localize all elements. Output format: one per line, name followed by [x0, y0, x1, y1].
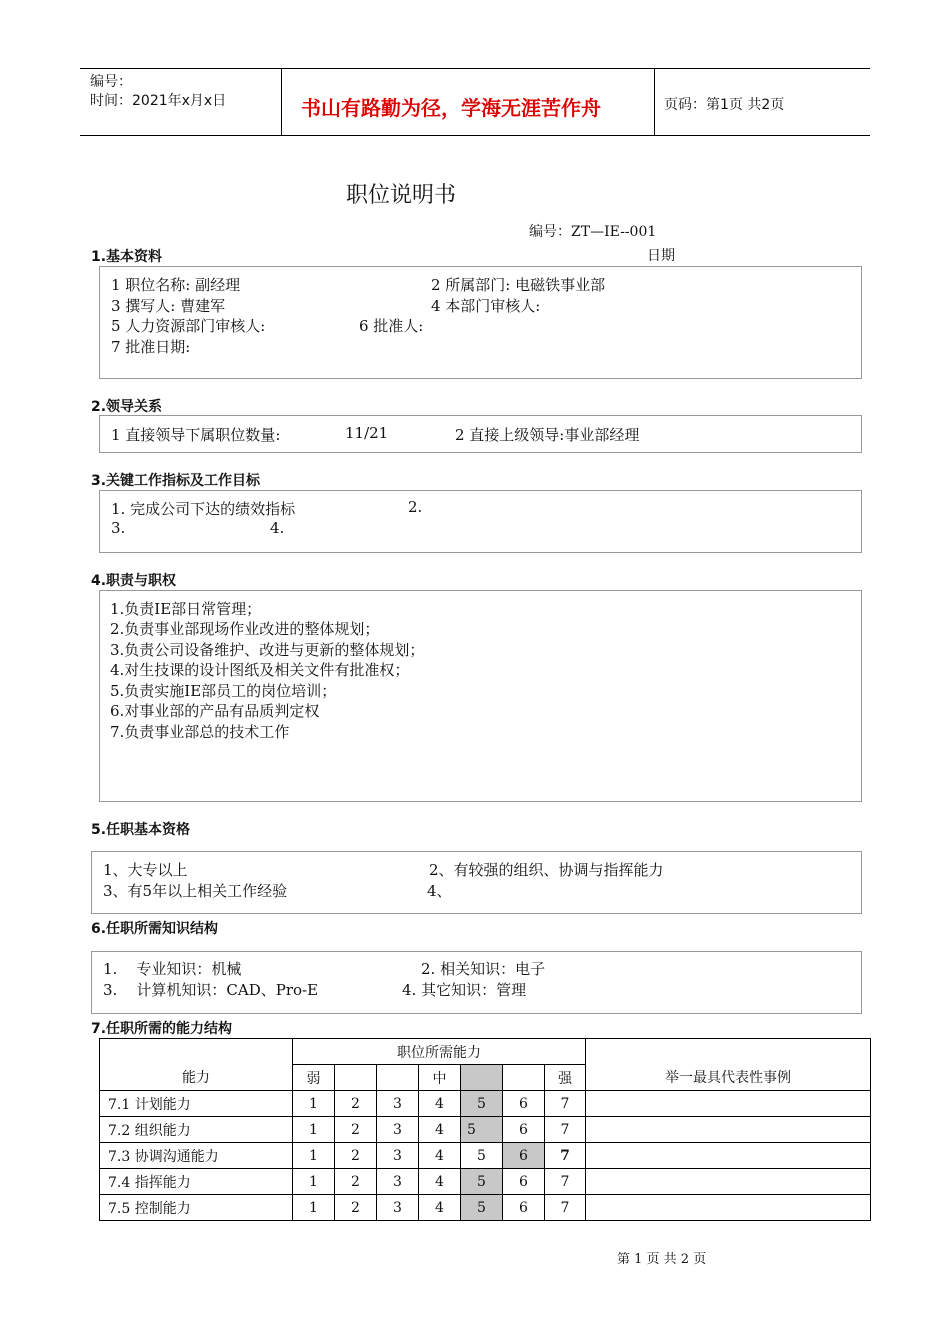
score-cell-selected: 6	[503, 1143, 545, 1169]
ability-table	[99, 1038, 871, 1221]
score-cell-selected: 5	[461, 1117, 503, 1143]
score-cell-selected: 5	[461, 1169, 503, 1195]
scale-mid: 中	[419, 1065, 461, 1091]
table-row	[100, 1117, 871, 1143]
scale-strong: 强	[545, 1065, 586, 1091]
score-cell: 6	[503, 1169, 545, 1195]
score-cell: 7	[545, 1143, 586, 1169]
score-cell: 4	[419, 1091, 461, 1117]
knowledge-other: 4. 其它知识：管理	[402, 981, 527, 999]
example-cell	[586, 1117, 871, 1143]
duty-item: 4.对生技课的设计图纸及相关文件有批准权；	[110, 661, 410, 679]
score-cell-selected: 5	[461, 1195, 503, 1221]
section-title-basic: 1.基本资料	[91, 249, 163, 265]
duty-item: 3.负责公司设备维护、改进与更新的整体规划；	[110, 641, 425, 659]
header-bottom-rule	[80, 135, 870, 136]
leadership-superior: 2 直接上级领导:事业部经理	[455, 426, 640, 444]
score-cell: 4	[419, 1169, 461, 1195]
document-code: 编号：ZT—IE--001	[529, 224, 657, 240]
required-ability-header: 职位所需能力	[293, 1039, 586, 1065]
score-cell: 2	[335, 1117, 377, 1143]
header-motto: 书山有路勤为径，学海无涯苦作舟	[301, 96, 601, 120]
duty-item: 2.负责事业部现场作业改进的整体规划；	[110, 620, 380, 638]
score-cell: 2	[335, 1143, 377, 1169]
ability-name: 7.2 组织能力	[100, 1117, 293, 1143]
basic-approval-date: 7 批准日期:	[111, 338, 191, 356]
qualification-other: 4、	[427, 882, 452, 900]
ability-name: 7.3 协调沟通能力	[100, 1143, 293, 1169]
ability-name: 7.4 指挥能力	[100, 1169, 293, 1195]
basic-dept-reviewer: 4 本部门审核人:	[431, 297, 541, 315]
example-cell	[586, 1091, 871, 1117]
score-cell: 7	[545, 1091, 586, 1117]
score-cell: 7	[545, 1169, 586, 1195]
leadership-subordinates: 1 直接领导下属职位数量:	[111, 426, 281, 444]
knowledge-computer: 3. 计算机知识：CAD、Pro-E	[103, 981, 319, 999]
basic-position-name: 1 职位名称: 副经理	[111, 276, 241, 294]
basic-department: 2 所属部门: 电磁铁事业部	[431, 276, 606, 294]
knowledge-professional: 1. 专业知识：机械	[103, 960, 242, 978]
basic-approver: 6 批准人:	[359, 317, 424, 335]
score-cell: 2	[335, 1091, 377, 1117]
score-cell: 7	[545, 1117, 586, 1143]
section-title-qualifications: 5.任职基本资格	[91, 822, 191, 838]
header-time-label: 时间：2021年x月x日	[90, 93, 227, 109]
scale-weak: 弱	[293, 1065, 335, 1091]
score-cell: 1	[293, 1117, 335, 1143]
score-cell: 7	[545, 1195, 586, 1221]
score-cell: 6	[503, 1091, 545, 1117]
qualification-education: 1、大专以上	[103, 861, 188, 879]
ability-header: 能力	[100, 1039, 293, 1091]
kpi-item-2: 2.	[408, 498, 423, 516]
kpi-item-1: 1. 完成公司下达的绩效指标	[111, 500, 296, 518]
qualification-ability: 2、有较强的组织、协调与指挥能力	[429, 861, 664, 879]
header-divider-left	[281, 68, 282, 135]
section-title-duties: 4.职责与职权	[91, 573, 177, 589]
score-cell: 6	[503, 1117, 545, 1143]
ability-name: 7.5 控制能力	[100, 1195, 293, 1221]
score-cell: 3	[377, 1117, 419, 1143]
table-row	[100, 1091, 871, 1117]
page-footer: 第 1 页 共 2 页	[617, 1252, 707, 1267]
page-title: 职位说明书	[346, 183, 457, 208]
ability-name: 7.1 计划能力	[100, 1091, 293, 1117]
duty-item: 7.负责事业部总的技术工作	[110, 723, 290, 741]
header-divider-right	[654, 68, 655, 135]
score-cell: 1	[293, 1143, 335, 1169]
score-cell: 3	[377, 1143, 419, 1169]
score-cell: 4	[419, 1195, 461, 1221]
score-cell: 3	[377, 1195, 419, 1221]
section-title-ability: 7.任职所需的能力结构	[91, 1021, 233, 1037]
duty-item: 6.对事业部的产品有品质判定权	[110, 702, 320, 720]
leadership-count: 11/21	[345, 424, 389, 442]
score-cell: 5	[461, 1143, 503, 1169]
score-cell: 1	[293, 1091, 335, 1117]
score-cell: 2	[335, 1169, 377, 1195]
example-header: 举一最具代表性事例	[586, 1039, 871, 1091]
table-row	[100, 1195, 871, 1221]
basic-writer: 3 撰写人: 曹建军	[111, 297, 226, 315]
knowledge-related: 2. 相关知识：电子	[421, 960, 546, 978]
basic-hr-reviewer: 5 人力资源部门审核人:	[111, 317, 266, 335]
kpi-item-4: 4.	[270, 519, 285, 537]
header-page-label: 页码：第1页 共2页	[664, 97, 785, 113]
qualification-experience: 3、有5年以上相关工作经验	[103, 882, 288, 900]
section-title-kpi: 3.关键工作指标及工作目标	[91, 473, 261, 489]
duty-item: 1.负责IE部日常管理；	[110, 600, 262, 618]
example-cell	[586, 1143, 871, 1169]
table-row	[100, 1143, 871, 1169]
example-cell	[586, 1169, 871, 1195]
score-cell: 3	[377, 1091, 419, 1117]
table-row	[100, 1169, 871, 1195]
score-cell: 4	[419, 1117, 461, 1143]
score-cell: 1	[293, 1169, 335, 1195]
header-number-label: 编号：	[90, 74, 132, 90]
score-cell: 2	[335, 1195, 377, 1221]
score-cell-selected: 5	[461, 1091, 503, 1117]
header-top-rule	[80, 68, 870, 69]
kpi-item-3: 3.	[111, 519, 126, 537]
section-title-knowledge: 6.任职所需知识结构	[91, 921, 219, 937]
example-cell	[586, 1195, 871, 1221]
score-cell: 1	[293, 1195, 335, 1221]
score-cell: 4	[419, 1143, 461, 1169]
date-label: 日期	[647, 248, 675, 264]
section-title-leadership: 2.领导关系	[91, 399, 163, 415]
duty-item: 5.负责实施IE部员工的岗位培训；	[110, 682, 337, 700]
score-cell: 3	[377, 1169, 419, 1195]
score-cell: 6	[503, 1195, 545, 1221]
